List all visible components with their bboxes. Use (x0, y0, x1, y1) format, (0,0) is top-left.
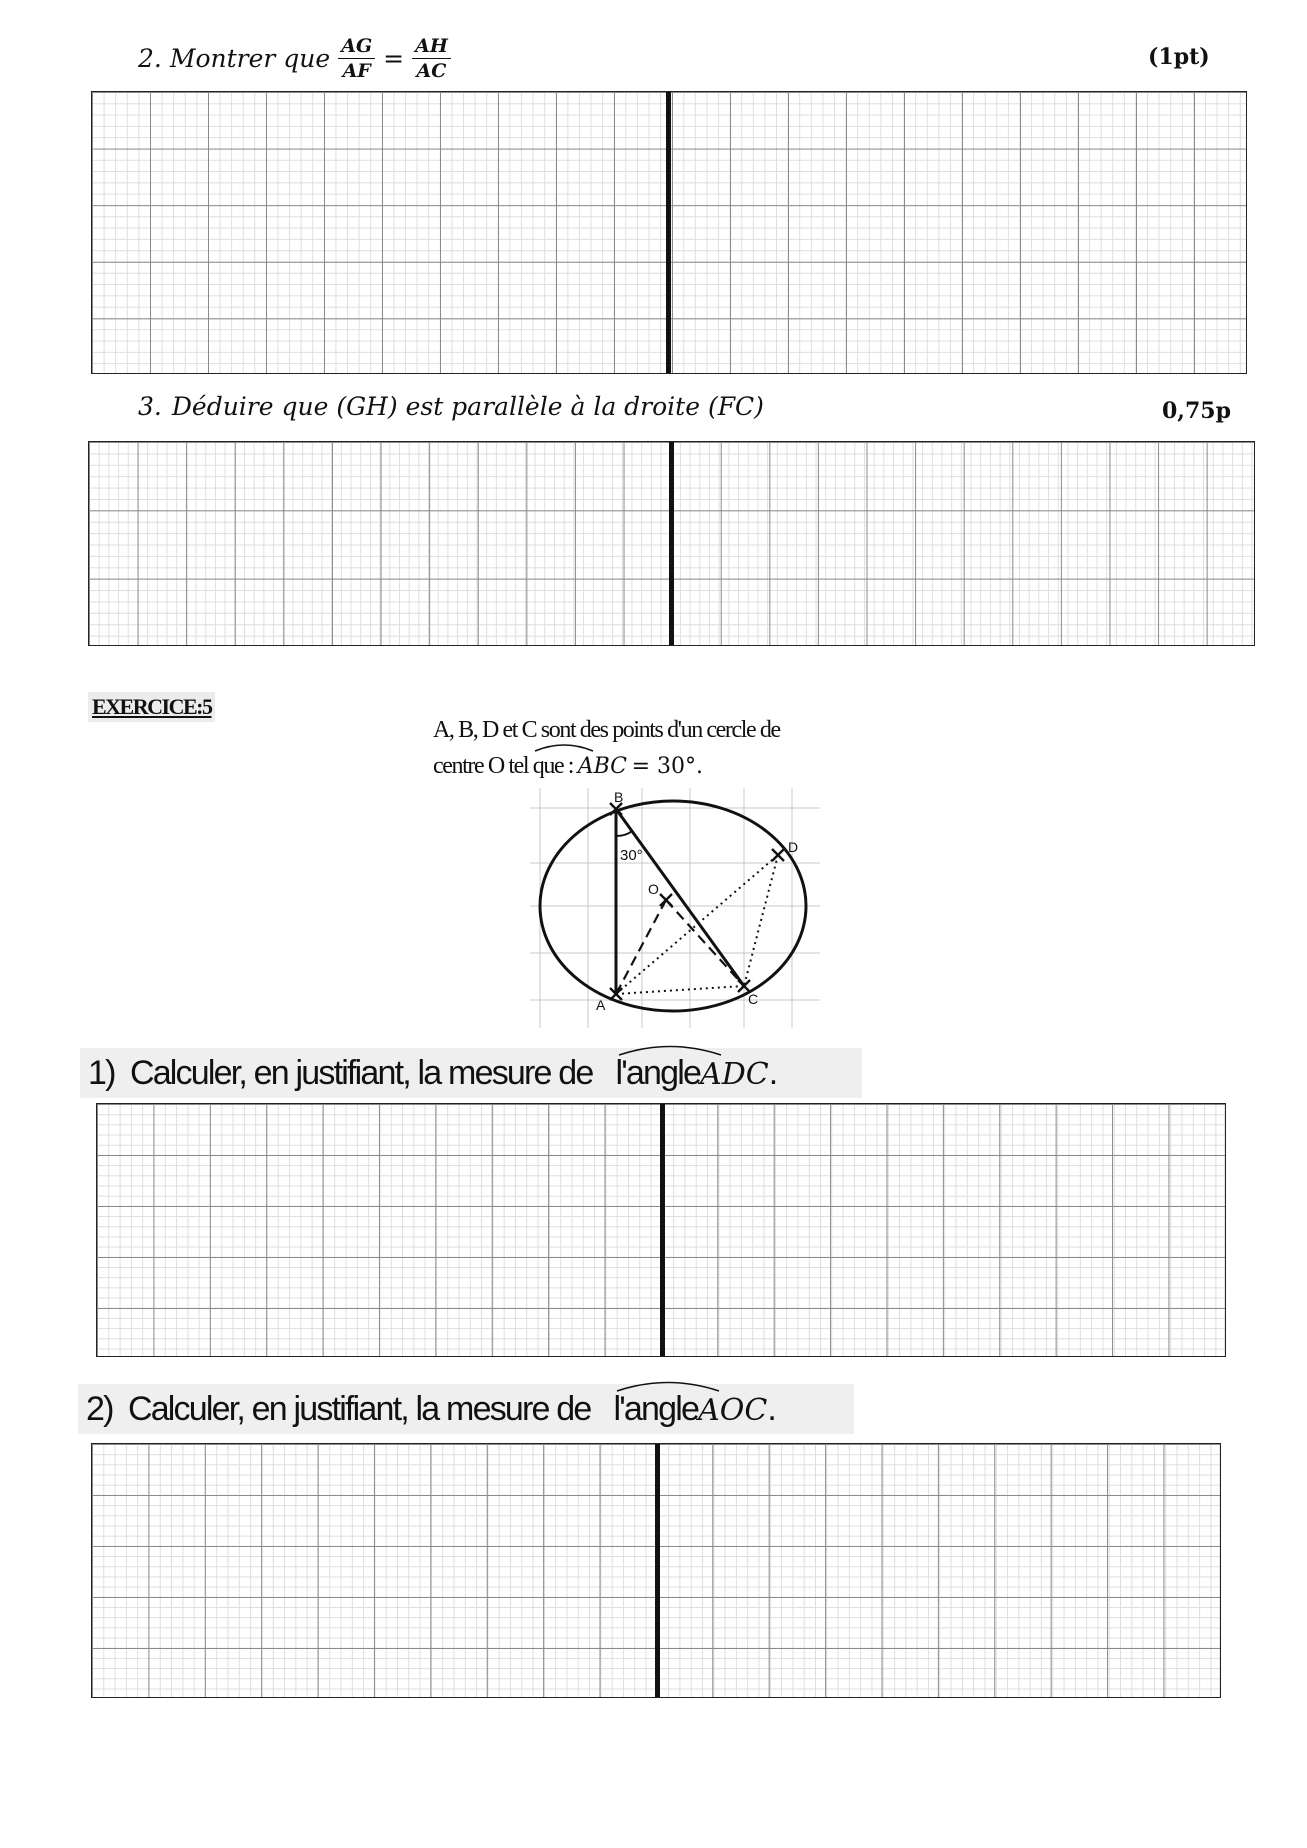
grid-divider (666, 92, 671, 373)
q3-number: 3. (138, 392, 162, 421)
segment-oc (666, 900, 744, 986)
arc-accent-icon (613, 1378, 723, 1392)
grid-divider (669, 442, 674, 645)
point-markers (610, 803, 784, 1000)
question1-angle-word: l'angle (615, 1048, 700, 1098)
fraction-denominator: AF (342, 59, 371, 82)
q2-heading (138, 26, 451, 90)
exercise-title: EXERCICE:5 (88, 692, 215, 722)
label-angle-30: 30° (620, 847, 643, 864)
question2-text: Calculer, en justifiant, la mesure de (127, 1390, 591, 1428)
question1-number: 1) (88, 1054, 115, 1092)
label-b: B (614, 789, 624, 805)
question2-end: . (767, 1390, 775, 1428)
q3-text: Déduire que (GH) est parallèle à la droite (FC) (171, 392, 764, 421)
question2-number: 2) (86, 1390, 113, 1428)
question1-end: . (768, 1054, 777, 1092)
statement-prefix: centre O tel (433, 753, 529, 779)
arc-accent-icon (615, 1042, 725, 1056)
q2-number: 2. (138, 43, 162, 73)
fraction-denominator: AC (416, 59, 447, 82)
angle-abc-value: = 30°. (631, 754, 704, 779)
label-c: C (748, 991, 759, 1007)
angle-arc-b (616, 831, 632, 836)
equals-sign: = (383, 43, 405, 73)
question2-angle-name: AOC (698, 1393, 768, 1428)
exercise-statement-line1: A, B, D et C sont des points d'un cercle de (433, 717, 780, 743)
q3-heading (138, 392, 764, 421)
answer-grid-q3[interactable] (88, 441, 1255, 646)
fraction-ag-af (338, 34, 375, 83)
segment-oa (616, 900, 666, 994)
grid-divider (655, 1444, 660, 1697)
fraction-ah-ac (412, 34, 451, 83)
answer-grid-question2[interactable] (91, 1443, 1221, 1698)
arc-accent-icon (533, 742, 595, 752)
question2-angle-word: l'angle (613, 1384, 698, 1434)
question1-heading (80, 1048, 862, 1098)
angle-abc: ABC (577, 754, 627, 779)
label-a: A (596, 997, 606, 1013)
q2-text: Montrer que (169, 43, 331, 73)
q2-points: (1pt) (1148, 44, 1210, 70)
segment-ad (616, 855, 778, 994)
label-o: O (648, 881, 659, 897)
que-word: que : (532, 753, 574, 779)
question1-text: Calculer, en justifiant, la mesure de (129, 1054, 593, 1092)
question2-heading (78, 1384, 854, 1434)
q3-points: 0,75p (1162, 398, 1231, 424)
grid-divider (660, 1104, 665, 1356)
exercise-statement-line2 (433, 748, 703, 785)
answer-grid-q2[interactable] (91, 91, 1247, 374)
segment-ac-dotted (616, 986, 744, 994)
circle-figure (530, 788, 820, 1028)
fraction-numerator: AH (412, 34, 451, 59)
segment-dc (744, 855, 778, 986)
fraction-numerator: AG (338, 34, 375, 59)
question1-angle-name: ADC (700, 1057, 769, 1092)
figure-grid (530, 788, 820, 1028)
label-d: D (788, 839, 799, 855)
answer-grid-question1[interactable] (96, 1103, 1226, 1357)
statement-que (533, 748, 573, 784)
